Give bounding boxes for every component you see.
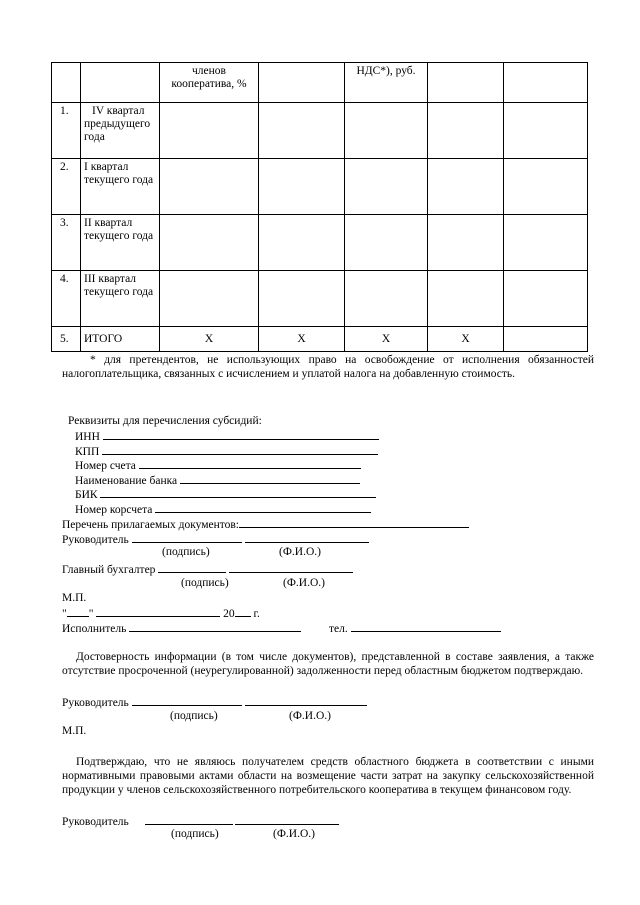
name-blank[interactable] <box>245 531 369 543</box>
name-caption: (Ф.И.О.) <box>273 828 315 840</box>
row-period: III квартал текущего года <box>81 271 160 327</box>
signature-blank[interactable] <box>158 561 226 573</box>
table-row <box>52 159 588 215</box>
phone-label: тел. <box>328 623 348 635</box>
sign-caption: (подпись) <box>170 710 218 722</box>
table-header-row <box>52 63 588 103</box>
row-number: 4. <box>52 271 81 327</box>
stamp-mark: М.П. <box>62 725 87 737</box>
quarterly-table <box>51 62 588 352</box>
table-cell <box>504 215 588 271</box>
table-cell <box>428 215 504 271</box>
quote: " <box>88 608 94 620</box>
quote: " <box>62 608 67 620</box>
confirmation-not-recipient: Подтверждаю, что не являюсь получателем средств областного бюджета в соответствии с иными нормативными правовыми актами области на возмещение части затрат на закупку сельскохозяйственной продукции у членов сельскохозяйственного потребительского кооператива в текущем финансовом году. <box>62 756 594 796</box>
field-label: КПП <box>75 446 100 458</box>
table-cell <box>345 159 428 215</box>
row-period: II квартал текущего года <box>81 215 160 271</box>
year-prefix: 20 <box>223 608 235 620</box>
table-cell <box>160 215 259 271</box>
table-total-row <box>52 327 588 352</box>
field-label: ИНН <box>75 431 100 443</box>
head-label: Руководитель <box>62 534 129 546</box>
table-cell <box>428 103 504 159</box>
table-cell <box>345 215 428 271</box>
month-blank[interactable] <box>96 605 220 617</box>
name-blank[interactable] <box>235 813 339 825</box>
signature-blank[interactable] <box>145 813 233 825</box>
head-label: Руководитель <box>62 697 129 709</box>
field-label: Номер счета <box>75 460 136 472</box>
field-label: Номер корсчета <box>75 504 153 516</box>
sign-caption: (подпись) <box>171 828 219 840</box>
name-caption: (Ф.И.О.) <box>279 546 321 558</box>
table-cell <box>259 103 345 159</box>
vat-footnote: * для претендентов, не использующих право на освобождение от исполнения обязанностей налогоплательщика, связанных с исчислением и уплатой налога на добавленную стоимость. <box>62 354 594 380</box>
total-mark: Х <box>345 327 428 352</box>
header-cell <box>428 63 504 103</box>
date-line <box>62 605 260 621</box>
header-cell-members-percent: членов кооператива, % <box>160 63 259 103</box>
field-corr-account <box>75 501 371 517</box>
table-cell <box>160 103 259 159</box>
phone-blank[interactable] <box>351 620 501 632</box>
row-number: 2. <box>52 159 81 215</box>
table-cell <box>259 159 345 215</box>
confirmation-debt: Достоверность информации (в том числе документов), представленной в составе заявления, а также отсутствие просроченной (неурегулированной) задолженности перед областным бюджетом подтверждаю. <box>62 651 594 677</box>
name-caption: (Ф.И.О.) <box>289 710 331 722</box>
executor-blank[interactable] <box>129 620 301 632</box>
requisites-title: Реквизиты для перечисления субсидий: <box>68 415 262 427</box>
executor-label: Исполнитель <box>62 623 127 635</box>
year-blank[interactable] <box>235 605 251 617</box>
table-cell <box>345 103 428 159</box>
inn-blank[interactable] <box>103 428 379 440</box>
field-account <box>75 457 361 473</box>
name-caption: (Ф.И.О.) <box>283 577 325 589</box>
sign-caption: (подпись) <box>162 546 210 558</box>
table-row <box>52 103 588 159</box>
header-cell <box>52 63 81 103</box>
field-inn <box>75 428 379 444</box>
table-cell <box>504 159 588 215</box>
signature-blank[interactable] <box>132 531 242 543</box>
total-mark: Х <box>259 327 345 352</box>
head-signature-2 <box>62 694 367 710</box>
table-cell <box>160 271 259 327</box>
executor-line <box>62 620 501 636</box>
table-cell <box>504 327 588 352</box>
header-cell <box>504 63 588 103</box>
header-cell <box>81 63 160 103</box>
row-number: 3. <box>52 215 81 271</box>
table-row <box>52 215 588 271</box>
documents-label: Перечень прилагаемых документов: <box>62 519 240 531</box>
name-blank[interactable] <box>245 694 367 706</box>
total-mark: Х <box>428 327 504 352</box>
table-cell <box>428 271 504 327</box>
signature-blank[interactable] <box>132 694 242 706</box>
kpp-blank[interactable] <box>102 443 378 455</box>
table-cell <box>160 159 259 215</box>
row-number: 5. <box>52 327 81 352</box>
table-cell <box>504 271 588 327</box>
row-period-total: ИТОГО <box>81 327 160 352</box>
year-suffix: г. <box>253 608 260 620</box>
day-blank[interactable] <box>67 605 89 617</box>
bik-blank[interactable] <box>100 486 376 498</box>
corr-account-blank[interactable] <box>155 501 371 513</box>
documents-list <box>62 516 469 532</box>
documents-blank[interactable] <box>239 516 469 528</box>
head-signature-1 <box>62 531 369 547</box>
row-period: I квартал текущего года <box>81 159 160 215</box>
row-number: 1. <box>52 103 81 159</box>
field-label: БИК <box>75 489 98 501</box>
total-mark: Х <box>160 327 259 352</box>
table-cell <box>259 215 345 271</box>
field-bik <box>75 486 376 502</box>
header-cell-vat: НДС*), руб. <box>345 63 428 103</box>
name-blank[interactable] <box>229 561 353 573</box>
table-cell <box>428 159 504 215</box>
sign-caption: (подпись) <box>181 577 229 589</box>
row-period: IV квартал предыдущего года <box>81 103 160 159</box>
account-blank[interactable] <box>139 457 361 469</box>
bank-blank[interactable] <box>180 472 360 484</box>
field-label: Наименование банка <box>75 475 178 487</box>
table-row <box>52 271 588 327</box>
accountant-signature <box>62 561 353 577</box>
table-cell <box>259 271 345 327</box>
stamp-mark: М.П. <box>62 592 87 604</box>
head-label: Руководитель <box>62 816 129 828</box>
accountant-label: Главный бухгалтер <box>62 564 156 576</box>
table-cell <box>504 103 588 159</box>
table-cell <box>345 271 428 327</box>
header-cell <box>259 63 345 103</box>
